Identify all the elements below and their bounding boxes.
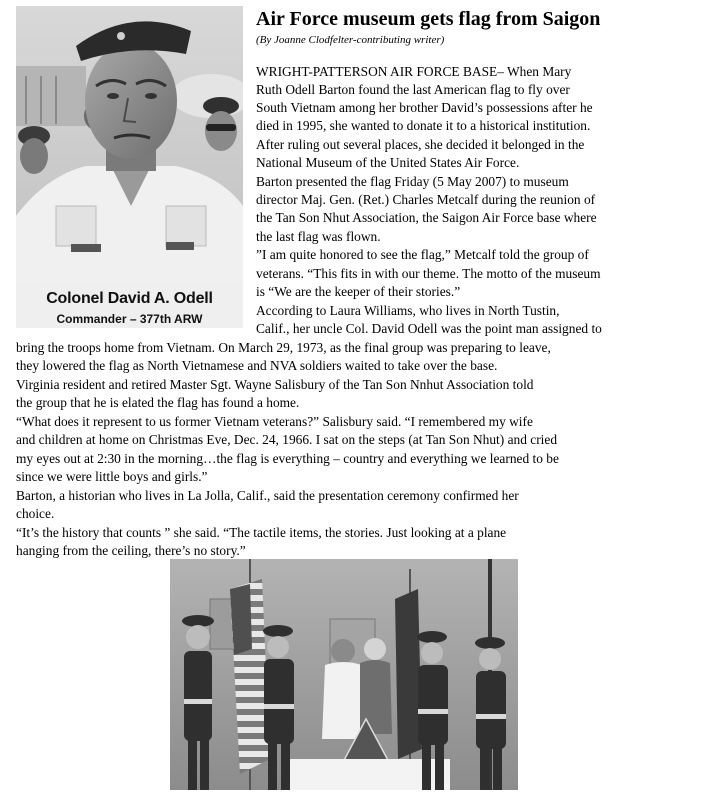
colonel-photo bbox=[16, 6, 243, 328]
body-line: Barton presented the flag Friday (5 May 2007) to museum bbox=[256, 174, 569, 189]
body-line: the last flag was flown. bbox=[256, 229, 381, 244]
photo-caption-title: Commander – 377th ARW bbox=[56, 312, 203, 326]
body-line: choice. bbox=[16, 506, 55, 521]
article-headline: Air Force museum gets flag from Saigon bbox=[256, 8, 601, 30]
ceremony-photo-illustration bbox=[170, 559, 518, 790]
body-line: the group that he is elated the flag has found a home. bbox=[16, 395, 300, 410]
photo-caption-name: Colonel David A. Odell bbox=[46, 290, 213, 307]
body-line: ”I am quite honored to see the flag,” Metcalf told the group of bbox=[256, 247, 589, 262]
body-line: they lowered the flag as North Vietnamese and NVA soldiers waited to take over the base. bbox=[16, 358, 498, 373]
body-line: Ruth Odell Barton found the last American flag to fly over bbox=[256, 82, 570, 97]
body-line: hanging from the ceiling, there’s no story.” bbox=[16, 543, 246, 558]
ceremony-photo bbox=[170, 559, 518, 790]
body-line: died in 1995, she wanted to donate it to a historical institution. bbox=[256, 118, 591, 133]
body-line: the Tan Son Nhut Association, the Saigon Air Force base where bbox=[256, 210, 597, 225]
body-line: South Vietnam among her brother David’s possessions after he bbox=[256, 100, 593, 115]
article-byline: (By Joanne Clodfelter-contributing writer) bbox=[256, 34, 445, 46]
body-line: bring the troops home from Vietnam. On March 29, 1973, as the final group was preparing to leave, bbox=[16, 340, 551, 355]
body-line: “It’s the history that counts ” she said. “The tactile items, the stories. Just looking at a plane bbox=[16, 525, 507, 540]
colonel-photo-illustration bbox=[16, 6, 243, 328]
body-line: veterans. “This fits in with our theme. The motto of the museum bbox=[256, 266, 601, 281]
body-line: director Maj. Gen. (Ret.) Charles Metcalf during the reunion of bbox=[256, 192, 596, 207]
body-line: and children at home on Christmas Eve, Dec. 24, 1966. I sat on the steps (at Tan Son Nhut) and cried bbox=[16, 432, 558, 447]
body-line: Virginia resident and retired Master Sgt. Wayne Salisbury of the Tan Son Nnhut Association told bbox=[16, 377, 534, 392]
body-line: After ruling out several places, she decided it belonged in the bbox=[256, 137, 585, 152]
body-line: “What does it represent to us former Vietnam veterans?” Salisbury said. “I remembered my wife bbox=[16, 414, 533, 429]
body-line: my eyes out at 2:30 in the morning…the flag is everything – country and everything we learned to be bbox=[16, 451, 559, 466]
body-line: National Museum of the United States Air Force. bbox=[256, 155, 520, 170]
body-line: According to Laura Williams, who lives in North Tustin, bbox=[256, 303, 560, 318]
body-line: since we were little boys and girls.” bbox=[16, 469, 208, 484]
body-line: WRIGHT-PATTERSON AIR FORCE BASE– When Mary bbox=[256, 64, 572, 79]
body-line: Calif., her uncle Col. David Odell was the point man assigned to bbox=[256, 321, 602, 336]
body-line: Barton, a historian who lives in La Jolla, Calif., said the presentation ceremony confirmed her bbox=[16, 488, 519, 503]
body-line: is “We are the keeper of their stories.” bbox=[256, 284, 461, 299]
